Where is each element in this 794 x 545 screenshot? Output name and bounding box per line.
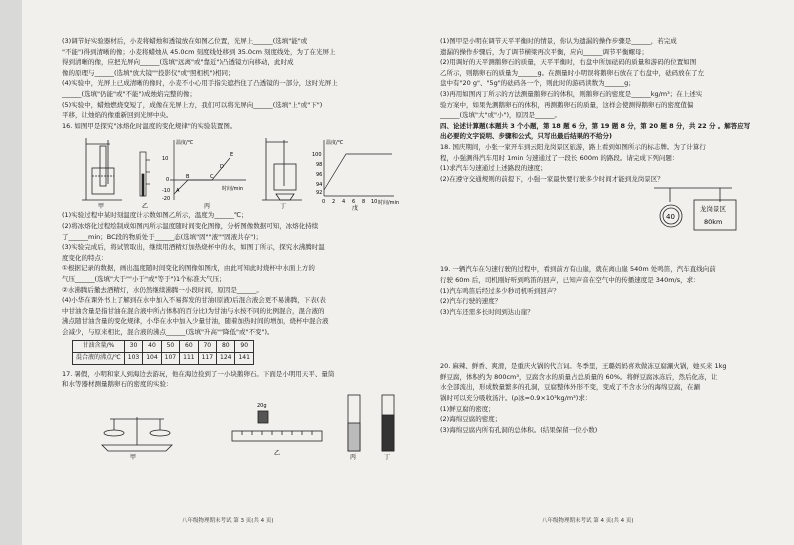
fig-caption: 乙 [142, 203, 149, 211]
graph2-xtick: 4 [342, 199, 346, 206]
thermometer-figure [140, 152, 150, 196]
q16-line: (1)实验过程中某时刻温度计示数如图乙所示，温度为______℃； [62, 211, 248, 220]
q20-line: 20. 麻辣、鲜香、爽滑，是重庆火锅的代言词。冬季里，王璐妈妈喜欢做冻豆腐涮火锅，她买来 1kg [440, 362, 727, 371]
q19-line: (1)汽车鸣笛后经过多少秒司机听到回声？ [440, 286, 560, 295]
beaker-stand-figure [82, 138, 122, 200]
q16-line: 沸点随甘油含量的变化规律，小华在水中加入少量甘油，随着加热时间的增加，烧杯中混合液 [62, 317, 329, 326]
q15-line: "不能")得到清晰的像；小麦将蜡烛从 45.0cm 刻度线处移到 35.0cm 刻度线处，为了在光屏上 [62, 47, 336, 56]
graph2-xtick: 2 [332, 199, 336, 206]
section-heading: 出必要的文字说明、步骤和公式，只写出最后结果的不给分) [440, 132, 612, 141]
graph2-xlabel: 时间/min [378, 200, 400, 207]
q20-line: (2)海绵豆腐的密度； [440, 415, 502, 424]
graph2-ytick: 100 [312, 152, 322, 159]
q17-line: 乙所示，则鹅卵石的质量为______g。在测量时小明误将鹅卵石放在了右盘中，砝码放在了左 [440, 68, 705, 77]
graph2-xtick: 6 [352, 199, 356, 206]
q16-line: 了______min；BC段的物质处于______态(选填"固""液""固液共存")； [62, 232, 263, 241]
table-cell: 60 [180, 341, 198, 353]
q19-line: 行驶 60m 后，司机刚好听到鸣笛的回声，已知声音在空气中的传播速度是 340m/s，求： [440, 275, 700, 284]
left-column [62, 36, 418, 459]
q20-line: (3)海绵豆腐内所有孔洞的总体积。(结果保留一位小数) [440, 425, 598, 434]
q17-figure-svg [62, 393, 418, 461]
table-head: 甘油含量/% [73, 341, 125, 353]
page-footer-left: 八年级物理期末考试 第 3 页(共 4 页) [182, 518, 274, 524]
fig-caption: 丙 [350, 453, 357, 461]
fig-caption: 甲 [130, 453, 137, 461]
right-column [440, 36, 784, 435]
speed-limit-text: 40 [666, 213, 675, 222]
table-cell: 30 [124, 341, 142, 353]
q18-line: 程，小强测得汽车用时 1min 匀速通过了一段长 600m 的路段。请完成下列问题： [440, 153, 679, 162]
graph1-ytick: -20 [162, 196, 171, 203]
graph2-xtick: 10 [371, 199, 378, 206]
section-heading: 四、论述计算题(本题共 3 个小题，第 18 题 6 分，第 19 题 8 分，第 20 题 8 分，共 22 分 。解答应写 [440, 121, 751, 130]
table-row [73, 341, 254, 353]
q17-figures [62, 393, 418, 461]
q15-line: 得到清晰的像，应把光屏向______(选填"远离"或"靠近")凸透镜方向移动，此时成 [62, 58, 294, 67]
q17-line: 和水等器材测量鹅卵石的密度的实验： [62, 380, 173, 389]
q16-line: ①根据记录的数据，画出温度随时间变化的图像如图戊，由此可知此时烧杯中水面上方的 [62, 264, 315, 273]
graduated-cylinders-figure [348, 395, 394, 451]
graph2-xtick: 0 [322, 199, 326, 206]
q16-line: (4)小华在课外书上了解到在水中加入不易挥发的甘油(原液)后混合液会更不易沸腾，下表(表 [62, 296, 326, 305]
graph2-ylabel: 温度/℃ [326, 140, 344, 147]
q17-line: 验方案中，如果先测鹅卵石的体积，再测鹅卵石的质量，这样会使测得鹅卵石的密度值偏 [440, 100, 694, 109]
balance-figure [102, 417, 172, 451]
graph2-ytick: 98 [316, 162, 323, 169]
q17-line: (2)用调好的天平测鹅卵石的质量，天平平衡时，右盘中所加砝码的质量和游码的位置如图 [440, 58, 697, 67]
graph1-ylabel: 温度/℃ [176, 140, 194, 147]
q15-line: 平移，让烛焰的像重新回到光屏中央。 [62, 111, 173, 120]
graph1-point: A [176, 188, 180, 195]
weight-label: 20g [257, 402, 267, 409]
graph2-ytick: 94 [316, 182, 323, 189]
table-cell: 124 [217, 353, 235, 365]
q20-line: 鲜豆腐，体积约为 800cm³，豆腐含水的质量占总质量的 60%。将鲜豆腐冰冻后，然后化冻，让 [440, 372, 718, 381]
table-cell: 104 [143, 353, 161, 365]
q17-line: ______(选填"大"或"小")，原因是______。 [440, 111, 562, 120]
q17-line: (3)再用如图丙丁所示的方法测量鹅卵石的体积，则鹅卵石的密度是______kg/m³；在上述实 [440, 89, 703, 98]
q18-line: (1)求汽车匀速通过上述路段的速度； [440, 164, 547, 173]
table-cell: 103 [124, 353, 142, 365]
q20-line: (1)鲜豆腐的密度； [440, 404, 495, 413]
q18-figure [440, 184, 784, 264]
q16-figures [62, 134, 418, 213]
destination-text: 龙岗景区 [700, 205, 726, 214]
graph1-point: E [230, 152, 234, 159]
q15-line: 像的原理与______(选填"放大镜""投影仪"或"照相机")相同； [62, 68, 235, 77]
table-head: 混合液的沸点/℃ [73, 353, 125, 365]
graph2-ytick: 92 [316, 190, 323, 197]
graph1-ytick: -10 [162, 188, 171, 195]
answer-space [440, 317, 784, 361]
q15-line: (3)调节好实验器材后，小麦将蜡烛和透镜放在如图乙位置，光屏上______(选填"能"或 [62, 37, 308, 45]
page-footer-right: 八年级物理期末考试 第 4 页(共 4 页) [542, 518, 634, 524]
q20-line: 水全部流出，形成数量繁多的孔洞，豆腐整体外形不变，变成了不含水分的海绵豆腐，在涮 [440, 383, 700, 392]
table-cell: 141 [235, 353, 253, 365]
fig-caption: 丁 [384, 453, 391, 461]
fig-caption: 丁 [280, 203, 287, 211]
graph1-point: B [186, 174, 190, 181]
graph2-xtick: 8 [362, 199, 366, 206]
weight-and-ruler-figure [232, 411, 322, 441]
table-cell: 90 [235, 341, 253, 353]
q15-line: (5)实验中，蜡烛燃烧变短了，成像在光屏上方，我们可以将光屏向______(选填"上"或"下") [62, 100, 323, 109]
q16-line: 度变化的特点： [62, 253, 108, 262]
table-cell: 111 [180, 353, 198, 365]
fig-caption: 甲 [98, 203, 105, 211]
table-row [73, 353, 254, 365]
table-cell: 107 [161, 353, 179, 365]
q16-line: 会减少，与原来相比，混合液的沸点______(选填"升高""降低"或"不变")。 [62, 327, 274, 336]
q18-line: (2)在遵守交通规则的前提下，小强一家最快要行驶多少时间才能到龙岗景区？ [440, 174, 664, 183]
q16-figure-svg [62, 134, 418, 213]
q15-line: (4)实验中，光屏上已成清晰的像时，小麦不小心用手指尖遮挡住了凸透镜的一部分，这时光屏上 [62, 79, 338, 88]
q18-line: 18. 国庆期间，小张一家开车到云阳龙岗景区旅游，路上看到如图所示的标志牌。为了计算行 [440, 142, 706, 151]
exam-sheet [22, 0, 794, 545]
graph1-point: C [210, 174, 214, 181]
graph1-point: D [220, 164, 224, 171]
q17-line: 盘中有"20 g"、"5g"的砝码各一个，则此时的游码读数为______g； [440, 79, 635, 88]
boiling-apparatus-figure [262, 138, 302, 200]
q16-line: ②水沸腾后撤去酒精灯，水仍然继续沸腾一小段时间，原因是______。 [62, 285, 263, 294]
boiling-graph [324, 140, 394, 196]
distance-text: 80km [704, 218, 723, 227]
q16-line: (3)实验完成后，将试管取出，继续用酒精灯加热烧杯中的水，如图丁所示，探究水沸腾时温 [62, 243, 325, 252]
q17-line: 17. 暑假，小明和家人到海边去游玩，他在海边捡到了一小块鹅卵石。下面是小明用天平、量筒 [62, 369, 335, 378]
table-cell: 50 [161, 341, 179, 353]
graph1-ytick: 0 [166, 177, 170, 184]
table-cell: 40 [143, 341, 161, 353]
table-cell: 70 [198, 341, 216, 353]
q16-line: 中甘油含量是指甘油在混合液中所占体积的百分比)为甘油与水按不同的比例混合，混合液的 [62, 306, 325, 315]
q16-line: 气压______(选填"大于""小于"或"等于")1个标准大气压； [62, 274, 226, 283]
graph1-xlabel: 时间/min [222, 186, 244, 193]
graph1-ytick: 10 [162, 156, 169, 163]
q19-line: (2)汽车行驶的速度？ [440, 297, 502, 306]
fig-caption: 丙 [204, 203, 211, 211]
q16-title: 16. 如图甲是探究"冰熔化时温度的变化规律"的实验装置图。 [62, 121, 237, 130]
table-cell: 80 [217, 341, 235, 353]
road-sign-svg [440, 184, 784, 264]
q17-line: (1)图甲是小明在调节天平平衡时的情景，你认为遗漏的操作步骤是______，若完成 [440, 37, 677, 45]
q16-line: (2)将冰熔化过程绘制成如图丙所示温度随时间变化图像，分析图像数据可知，冰熔化持续 [62, 221, 319, 230]
q15-line: ______(选填"仍能"或"不能")成烛焰完整的像； [62, 89, 197, 98]
glycerin-table [72, 340, 254, 364]
fig-caption: 戊 [352, 205, 359, 213]
table-cell: 117 [198, 353, 216, 365]
q20-line: 锅时可以充分吸收汤汁。(ρ冰=0.9×10³kg/m³)求： [440, 394, 592, 403]
q17-line: 遗漏的操作步骤后，为了调节横梁再次平衡，应向______调节平衡螺母； [440, 47, 648, 56]
q19-line: 19. 一辆汽车在匀速行驶的过程中，看到前方有山崖，就在离山崖 540m 处鸣笛，汽车直线向前 [440, 265, 716, 274]
fig-caption: 乙 [274, 449, 281, 457]
graph2-ytick: 96 [316, 172, 323, 179]
q19-line: (3)汽车还需多长时间到达山崖？ [440, 307, 534, 316]
